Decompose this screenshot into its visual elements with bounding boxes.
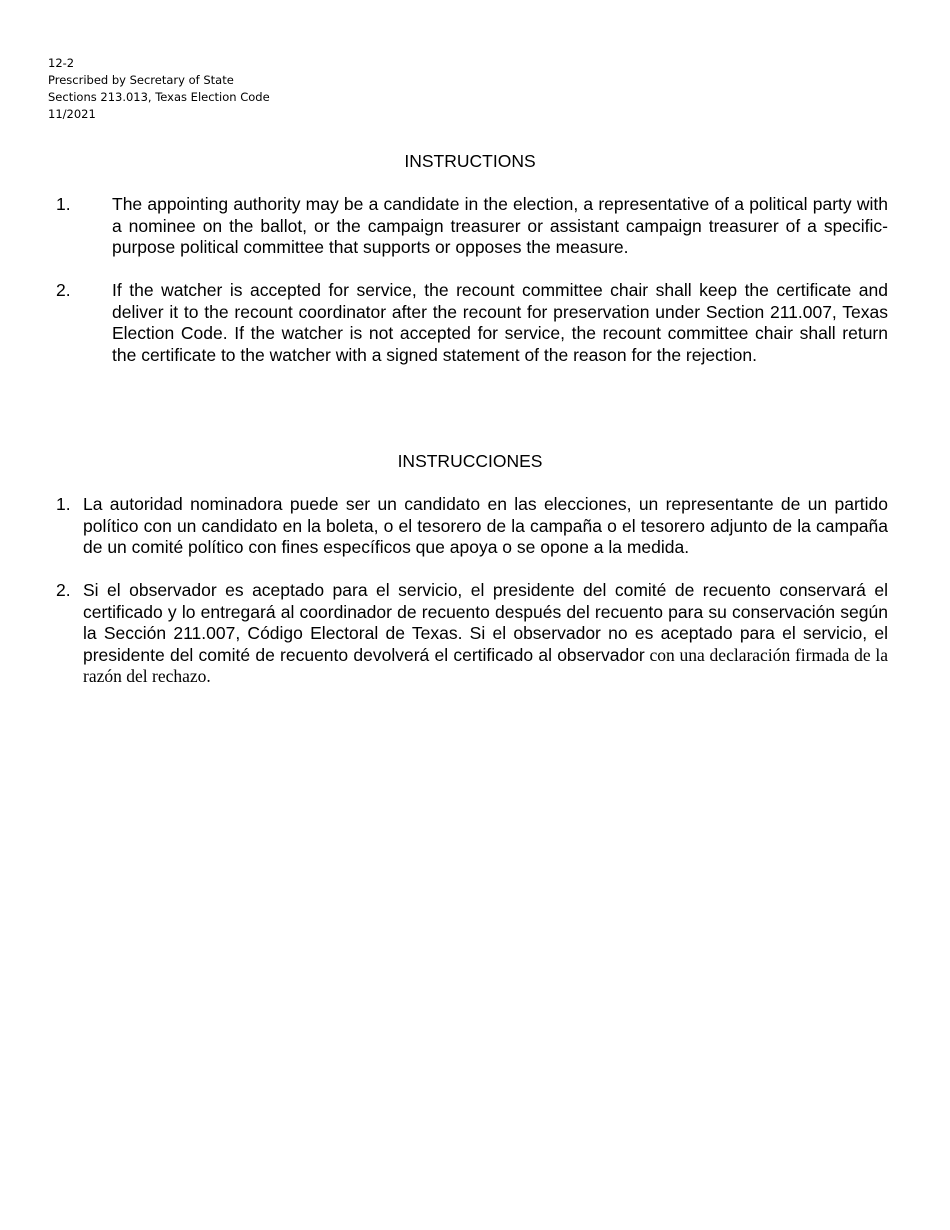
instruccion-number: 1.	[56, 494, 71, 514]
prescribed-by: Prescribed by Secretary of State	[48, 73, 234, 87]
instruction-number: 2.	[56, 280, 71, 300]
instruccion-number: 2.	[56, 580, 71, 600]
instruccion-text-tail: con una declaración firmada de la razón del rechazo.	[83, 644, 888, 686]
form-date: 11/2021	[48, 107, 96, 121]
instruction-text: If the watcher is accepted for service, the recount committee chair shall keep the certificate and deliver it to the recount coordinator after the recount for preservation under Section 211.007, Texas Election Code. If the watcher is not accepted for service, the recount committee chair shall return the certificate to the watcher with a signed statement of the reason for the rejection.	[112, 280, 888, 365]
instrucciones-title: INSTRUCCIONES	[397, 451, 543, 471]
instruccion-item-2	[56, 580, 888, 688]
instruccion-text: Si el observador es aceptado para el servicio, el presidente del comité de recuento conservará el certificado y lo entregará al coordinador de recuento después del recuento para su conservación según la Sección 211.007, Código Electoral de Texas. Si el observador no es aceptado para el servicio, el presidente del comité de recuento devolverá el certificado al observador	[83, 580, 888, 665]
instruction-item-1	[56, 194, 888, 259]
form-header	[48, 55, 270, 123]
instructions-title: INSTRUCTIONS	[404, 151, 536, 171]
instruction-number: 1.	[56, 194, 71, 214]
instruction-text: The appointing authority may be a candidate in the election, a representative of a political party with a nominee on the ballot, or the campaign treasurer or assistant campaign treasurer of a specific-purpose political committee that supports or opposes the measure.	[112, 194, 888, 257]
instruction-item-2	[56, 280, 888, 366]
instruccion-text: La autoridad nominadora puede ser un candidato en las elecciones, un representante de un partido político con un candidato en la boleta, o el tesorero de la campaña o el tesorero adjunto de la campaña de un comité político con fines específicos que apoya o se opone a la medida.	[83, 494, 888, 557]
instruccion-item-1	[56, 494, 888, 559]
statute-sections: Sections 213.013, Texas Election Code	[48, 90, 270, 104]
form-number: 12-2	[48, 56, 75, 70]
